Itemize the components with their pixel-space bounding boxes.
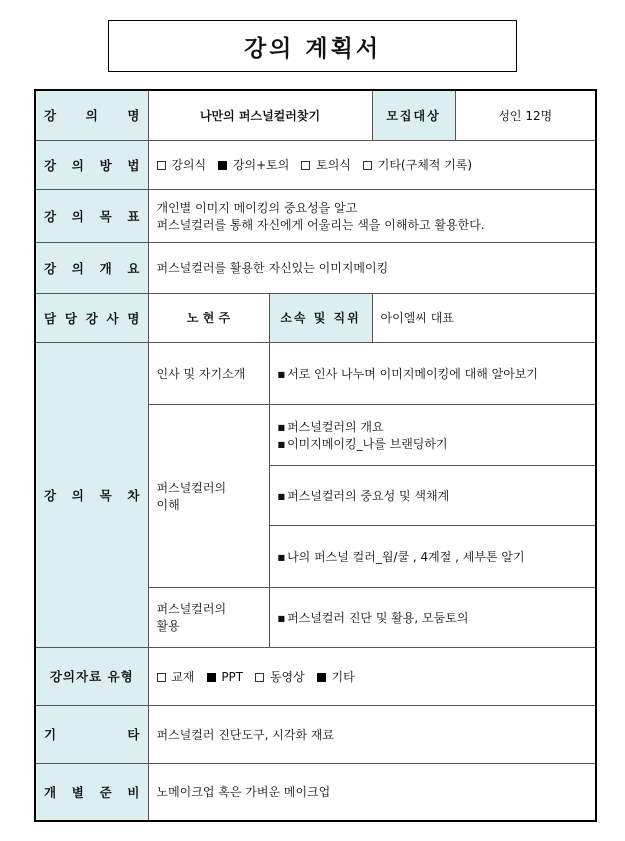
topic-items [269,342,596,404]
option-label: PPT [217,669,244,684]
lecture-name-value: 나만의 퍼스널컬러찾기 [148,90,372,140]
label-char: 담 [44,310,57,326]
checkbox-icon [301,161,310,170]
label-char: 타 [127,727,140,742]
row-goal [35,189,596,242]
bullet-icon: ■ [277,439,286,449]
label-char: 강 [44,208,57,224]
goal-line: 퍼스널컬러를 통해 자신에게 어울리는 색을 이해하고 활용한다. [156,217,485,232]
label-method [36,156,148,174]
row-prep [35,763,596,821]
affiliation-value: 아이엘씨 대표 [372,293,596,342]
list-item: ■ 퍼스널컬러의 개요 [277,419,384,434]
label-char: 강 [44,487,57,503]
label-char: 개 [99,260,112,276]
option-item [157,670,195,684]
label-goal [36,207,148,225]
label-char: 강 [85,310,98,326]
list-item: ■ 서로 인사 나누며 이미지메이킹에 대해 알아보기 [277,366,538,381]
option-item [363,158,472,172]
method-options [148,140,596,189]
label-char: 기 [44,727,57,742]
row-etc [35,705,596,763]
label-char: 의 [71,487,84,503]
materials-options [148,647,596,705]
label-char: 의 [85,108,98,124]
option-label: 교재 [167,669,195,684]
label-char: 요 [127,260,140,276]
goal-text [148,189,596,242]
label-char: 표 [127,208,140,224]
goal-line: 개인별 이미지 메이킹의 중요성을 알고 [156,200,358,215]
checkbox-icon [157,161,166,170]
topic: 퍼스널컬러의 이해 [148,404,269,587]
bullet-icon: ■ [277,552,286,562]
option-item [218,158,289,172]
label-target: 모집대상 [372,90,455,140]
option-item [301,158,351,172]
option-item [317,670,355,684]
prep-value: 노메이크업 혹은 가벼운 메이크업 [148,763,596,821]
topic-items [269,587,596,647]
topic-items [269,525,596,587]
row-overview [35,242,596,293]
label-char: 명 [127,108,140,124]
label-char: 명 [127,310,140,326]
topic-items [269,404,596,465]
bullet-icon: ■ [277,369,286,379]
target-value: 성인 12명 [455,90,596,140]
checkbox-icon [157,673,166,682]
row-contents [35,342,596,404]
page-title: 강의 계획서 [108,20,517,72]
row-materials [35,647,596,705]
checked-box-icon [207,673,216,682]
checkbox-icon [363,161,372,170]
label-char: 강 [44,260,57,276]
topic: 인사 및 자기소개 [148,342,269,404]
option-label: 토의식 [312,158,351,172]
list-item: ■ 나의 퍼스널 컬러_웜/쿨 , 4계절 , 세부톤 알기 [277,549,525,564]
row-lecture-name [35,90,596,140]
label-materials: 강의자료 유형 [49,669,134,684]
topic-items [269,465,596,525]
label-char: 방 [99,157,112,173]
label-char: 법 [127,157,140,173]
label-char: 별 [71,784,84,800]
label-char: 의 [71,157,84,173]
checkbox-icon [255,673,264,682]
label-char: 강 [44,108,57,124]
label-etc [36,725,148,743]
option-item [157,158,207,172]
option-label: 기타(구체적 기록) [373,158,473,172]
label-char: 사 [106,310,119,326]
label-char: 의 [71,208,84,224]
label-char: 차 [127,487,140,503]
label-char: 목 [99,487,112,503]
list-item: ■ 퍼스널컬러의 중요성 및 색채계 [277,488,450,503]
label-prep [36,783,148,801]
option-label: 기타 [327,669,355,684]
label-overview [36,259,148,277]
checked-box-icon [317,673,326,682]
label-char: 당 [64,310,77,326]
label-char: 목 [99,208,112,224]
topic: 퍼스널컬러의 활용 [148,587,269,647]
option-item [207,670,244,684]
label-char: 준 [99,784,112,800]
checked-box-icon [218,161,227,170]
list-item: ■ 퍼스널컬러 진단 및 활용, 모둠토의 [277,610,469,625]
option-label: 강의식 [167,158,207,172]
option-item [255,670,305,684]
instructor-name: 노 현 주 [148,293,269,342]
label-affiliation: 소속 및 직위 [269,293,372,342]
label-char: 비 [127,784,140,800]
row-method [35,140,596,189]
list-item: ■ 이미지메이킹_나를 브랜딩하기 [277,436,448,451]
label-lecture-name [36,106,148,124]
option-label: 동영상 [266,669,305,684]
bullet-icon: ■ [277,613,286,623]
overview-value: 퍼스널컬러를 활용한 자신있는 이미지메이킹 [148,242,596,293]
bullet-icon: ■ [277,422,286,432]
row-instructor [35,293,596,342]
label-char: 개 [44,784,57,800]
label-char: 강 [44,157,57,173]
label-char: 의 [71,260,84,276]
option-label: 강의+토의 [229,158,290,172]
lecture-plan-table [34,89,597,822]
label-contents [36,486,148,504]
label-instructor [36,309,148,327]
etc-value: 퍼스널컬러 진단도구, 시각화 재료 [148,705,596,763]
bullet-icon: ■ [277,491,286,501]
